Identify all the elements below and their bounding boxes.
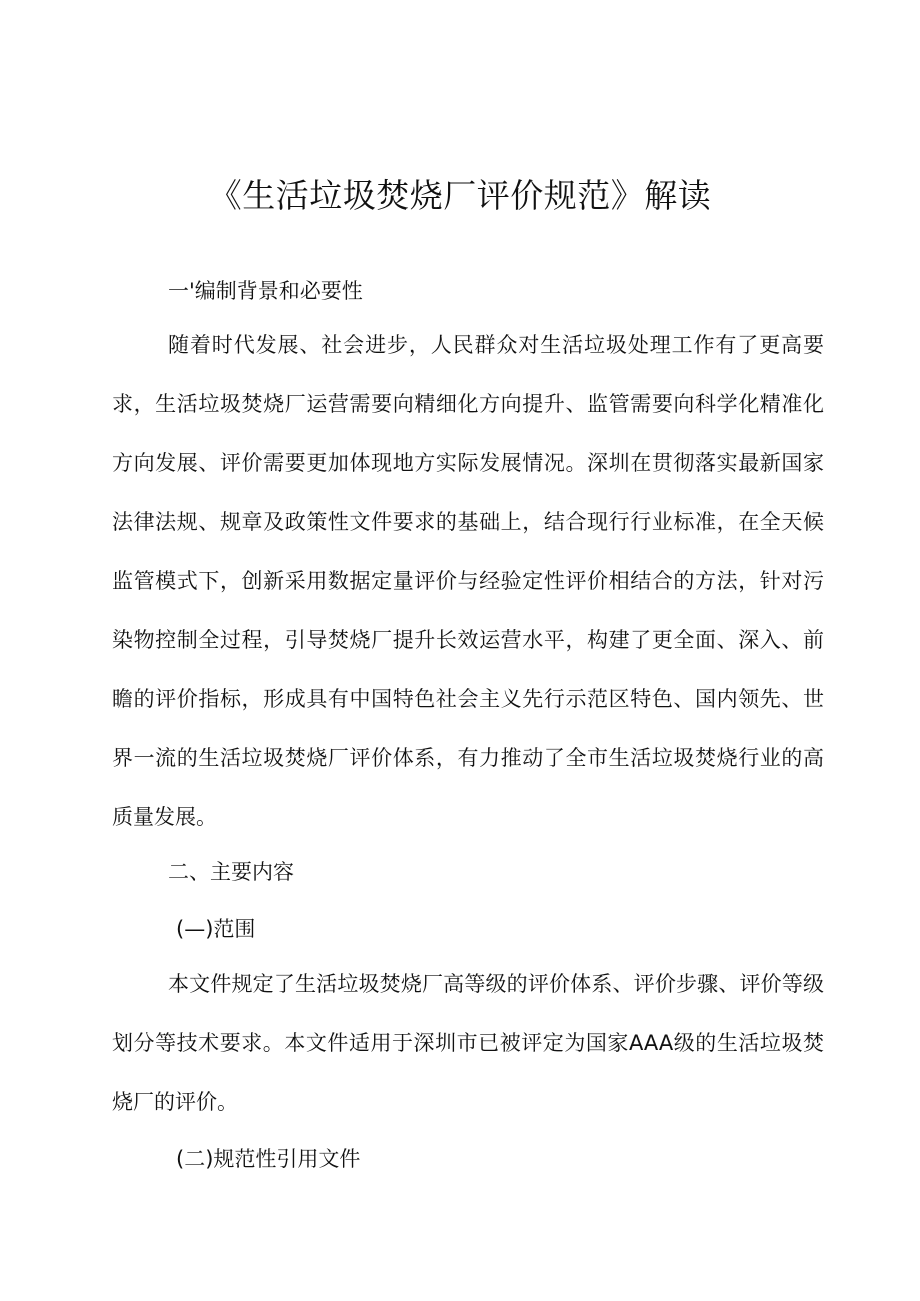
- scope-paragraph: 本文件规定了生活垃圾焚烧厂高等级的评价体系、评价步骤、评价等级划分等技术要求。本文件适用于深圳市已被评定为国家AAA级的生活垃圾焚烧厂的评价。: [112, 972, 824, 1114]
- document-title: 《生活垃圾焚烧厂评价规范》解读: [208, 176, 712, 215]
- section-heading-main-content: 二、主要内容: [168, 860, 294, 884]
- background-paragraph: 随着时代发展、社会进步，人民群众对生活垃圾处理工作有了更高要求，生活垃圾焚烧厂运营需要向精细化方向提升、监管需要向科学化精准化方向发展、评价需要更加体现地方实际发展情况。深圳在贯彻落实最新国家法律法规、规章及政策性文件要求的基础上，结合现行行业标准，在全天候监管模式下，创新采用数据定量评价与经验定性评价相结合的方法，针对污染物控制全过程，引导焚烧厂提升长效运营水平，构建了更全面、深入、前瞻的评价指标，形成具有中国特色社会主义先行示范区特色、国内领先、世界一流的生活垃圾焚烧厂评价体系，有力推动了全市生活垃圾焚烧行业的高质量发展。: [112, 333, 824, 829]
- subsection-heading-references: (二)规范性引用文件: [176, 1147, 361, 1171]
- section-heading-background: 一'编制背景和必要性: [168, 279, 363, 303]
- subsection-heading-scope: (—)范围: [176, 917, 256, 941]
